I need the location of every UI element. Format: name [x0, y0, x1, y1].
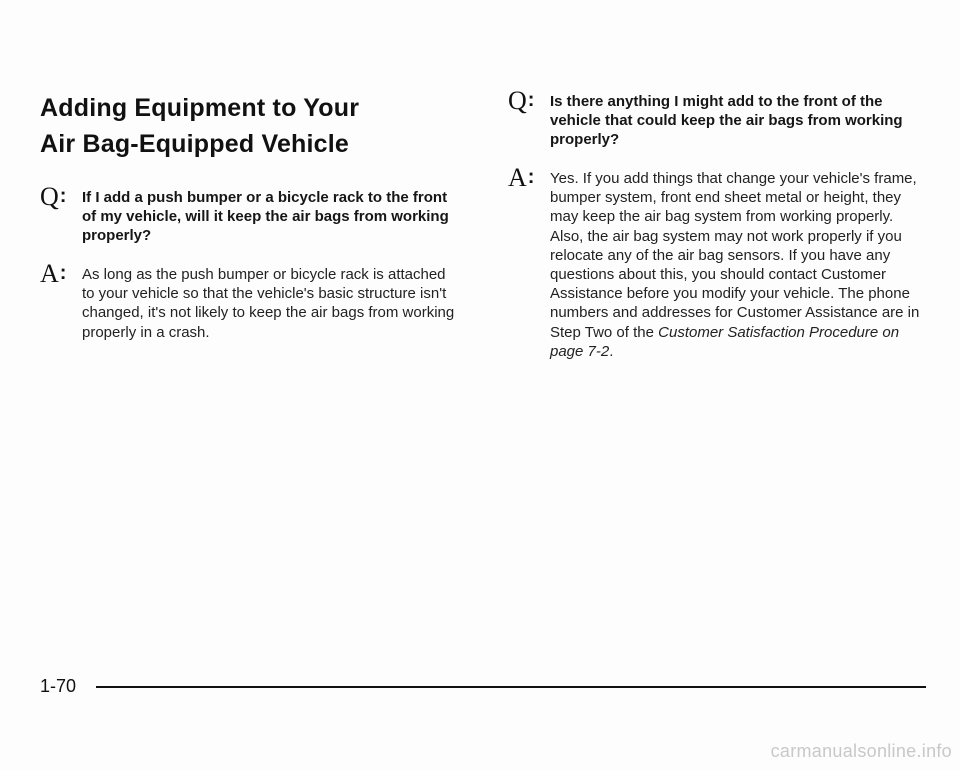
question-1-text: If I add a push bumper or a bicycle rack to the front of my vehicle, will it keep the air bags from working properly? [82, 189, 449, 244]
question-1 [40, 182, 460, 245]
answer-2-text [550, 169, 928, 361]
section-title-line1: Adding Equipment to Your [40, 94, 360, 122]
site-watermark: carmanualsonline.info [770, 741, 952, 761]
right-column [508, 86, 928, 379]
answer-2 [508, 163, 928, 361]
question-2-text: Is there anything I might add to the front of the vehicle that could keep the air bags from working properly? [550, 93, 903, 148]
section-title [40, 90, 460, 162]
answer-marker: A: [40, 259, 67, 288]
procedure-reference-link[interactable]: Customer Satisfaction Procedure on page 7-2 [550, 323, 900, 360]
answer-2-body: Yes. If you add things that change your vehicle's frame, bumper system, front end sheet metal or height, they may keep the air bag system from working properly. Also, the air bag system may not work properly if you relocate any of the air bag sensors. If you have any questions about this, you should contact Customer Assistance before you modify your vehicle. The phone numbers and addresses for Customer Assistance are in Step Two of the [550, 170, 920, 341]
left-column [40, 90, 460, 360]
answer-2-end: . [609, 342, 614, 360]
question-2 [508, 86, 928, 149]
question-marker: Q: [508, 86, 535, 115]
section-title-line2: Air Bag-Equipped Vehicle [40, 130, 350, 158]
answer-1-text: As long as the push bumper or bicycle rack is attached to your vehicle so that the vehicle's basic structure isn't changed, it's not likely to keep the air bags from working properly in a crash. [82, 266, 455, 341]
page-number: 1-70 [40, 676, 77, 696]
footer-divider [96, 686, 926, 688]
question-marker: Q: [40, 182, 67, 211]
answer-1 [40, 259, 460, 342]
answer-marker: A: [508, 163, 535, 192]
